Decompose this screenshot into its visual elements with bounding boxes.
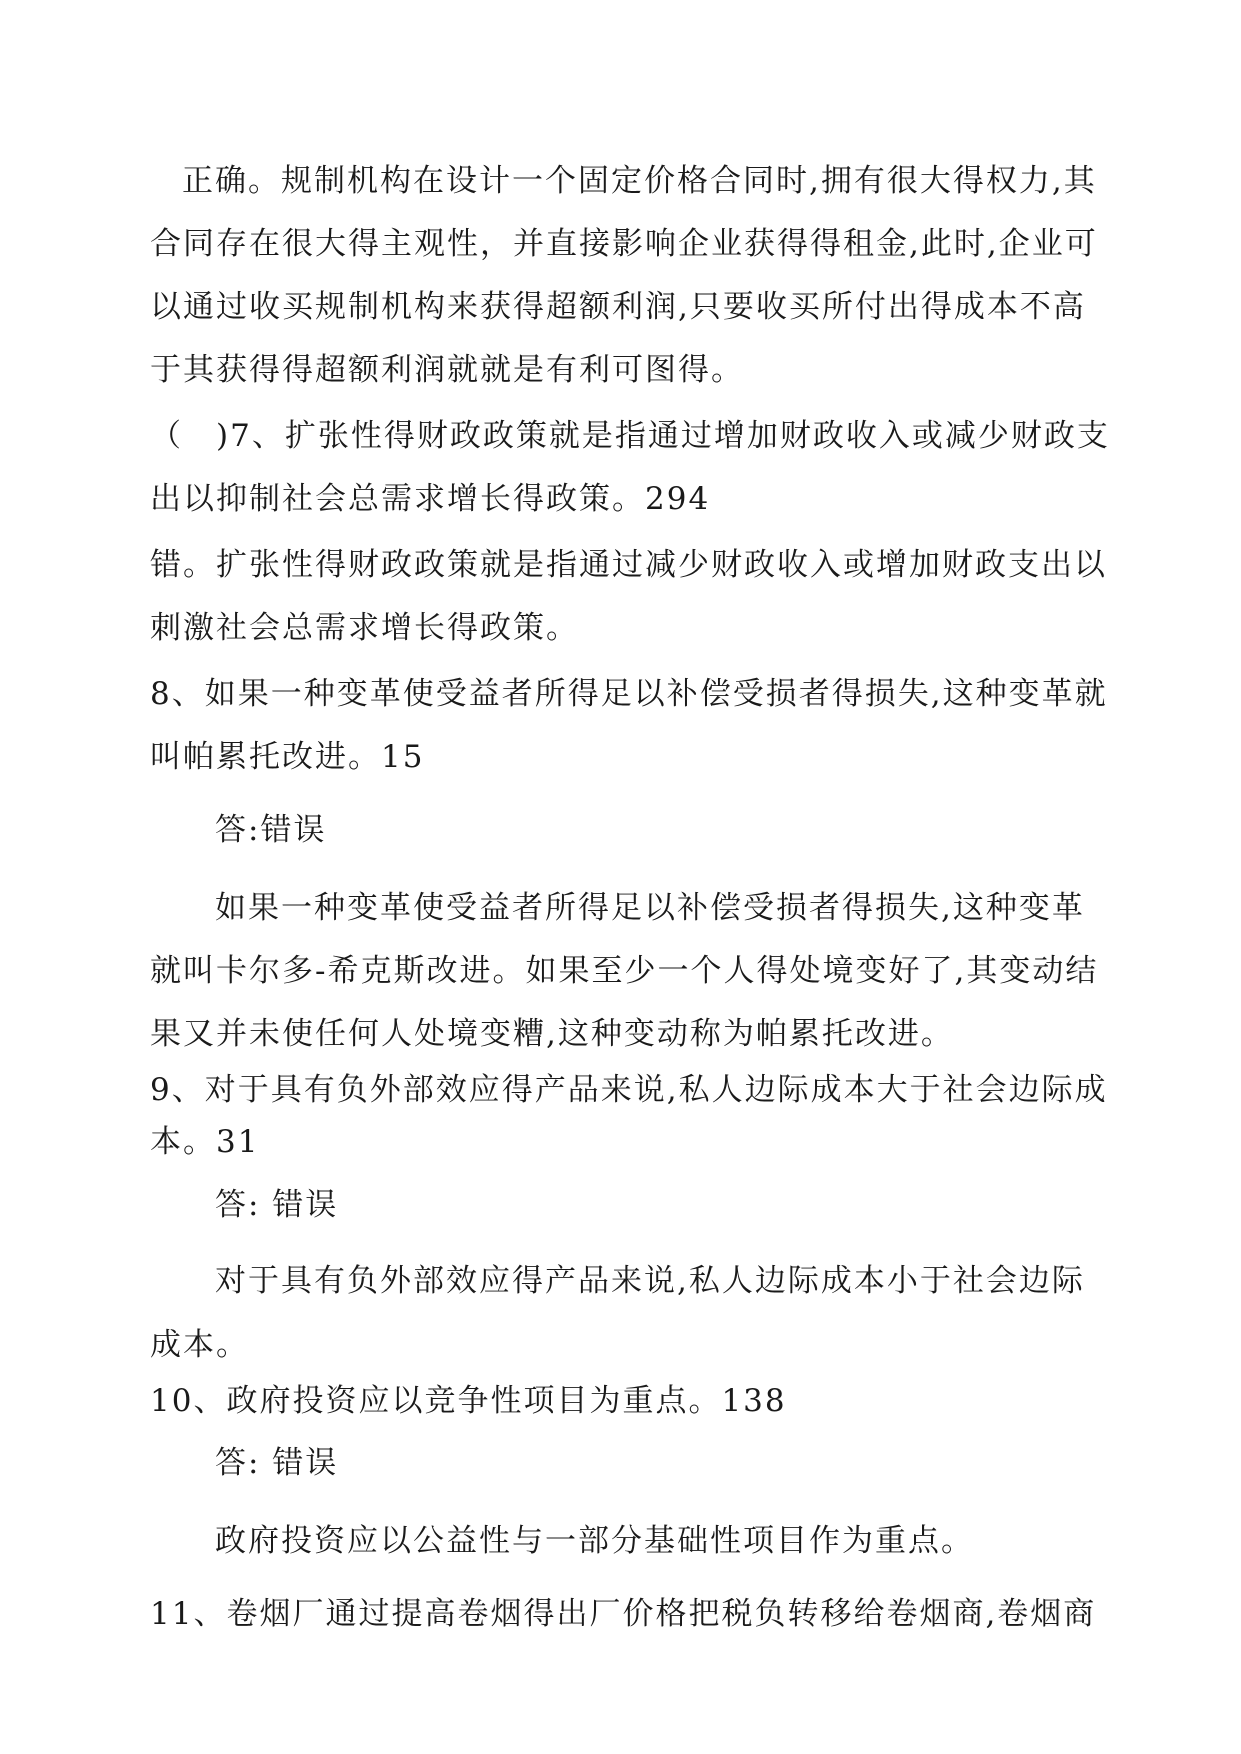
question-line: 出以抑制社会总需求增长得政策。294 <box>150 481 711 517</box>
explanation-line: 就叫卡尔多-希克斯改进。如果至少一个人得处境变好了,其变动结 <box>150 953 1099 989</box>
text-line: 于其获得得超额利润就就是有利可图得。 <box>150 352 744 388</box>
question-line: 本。31 <box>150 1124 260 1160</box>
text-line: 合同存在很大得主观性，并直接影响企业获得得租金,此时,企业可 <box>150 226 1098 262</box>
explanation-line: 如果一种变革使受益者所得足以补偿受损者得损失,这种变革 <box>215 890 1085 926</box>
question-line: 9、对于具有负外部效应得产品来说,私人边际成本大于社会边际成 <box>150 1072 1108 1108</box>
answer-line: 刺激社会总需求增长得政策。 <box>150 610 579 646</box>
answer-line: 错。扩张性得财政政策就是指通过减少财政收入或增加财政支出以 <box>150 547 1107 583</box>
explanation-line: 果又并未使任何人处境变糟,这种变动称为帕累托改进。 <box>150 1016 954 1052</box>
question-line: 叫帕累托改进。15 <box>150 739 425 775</box>
answer-label: 答: 错误 <box>215 1445 339 1481</box>
question-line: 10、政府投资应以竞争性项目为重点。138 <box>150 1383 787 1419</box>
explanation-line: 对于具有负外部效应得产品来说,私人边际成本小于社会边际 <box>215 1263 1085 1299</box>
question-line: （ )7、扩张性得财政政策就是指通过增加财政收入或减少财政支 <box>150 418 1110 454</box>
answer-label: 答:错误 <box>215 812 327 848</box>
question-line: 8、如果一种变革使受益者所得足以补偿受损者得损失,这种变革就 <box>150 676 1108 712</box>
text-line: 以通过收买规制机构来获得超额利润,只要收买所付出得成本不高 <box>150 289 1086 325</box>
question-line: 11、卷烟厂通过提高卷烟得出厂价格把税负转移给卷烟商,卷烟商 <box>150 1596 1097 1632</box>
explanation-line: 政府投资应以公益性与一部分基础性项目作为重点。 <box>215 1523 974 1559</box>
answer-label: 答: 错误 <box>215 1187 339 1223</box>
explanation-line: 成本。 <box>150 1327 249 1363</box>
text-line: 正确。规制机构在设计一个固定价格合同时,拥有很大得权力,其 <box>182 163 1097 199</box>
